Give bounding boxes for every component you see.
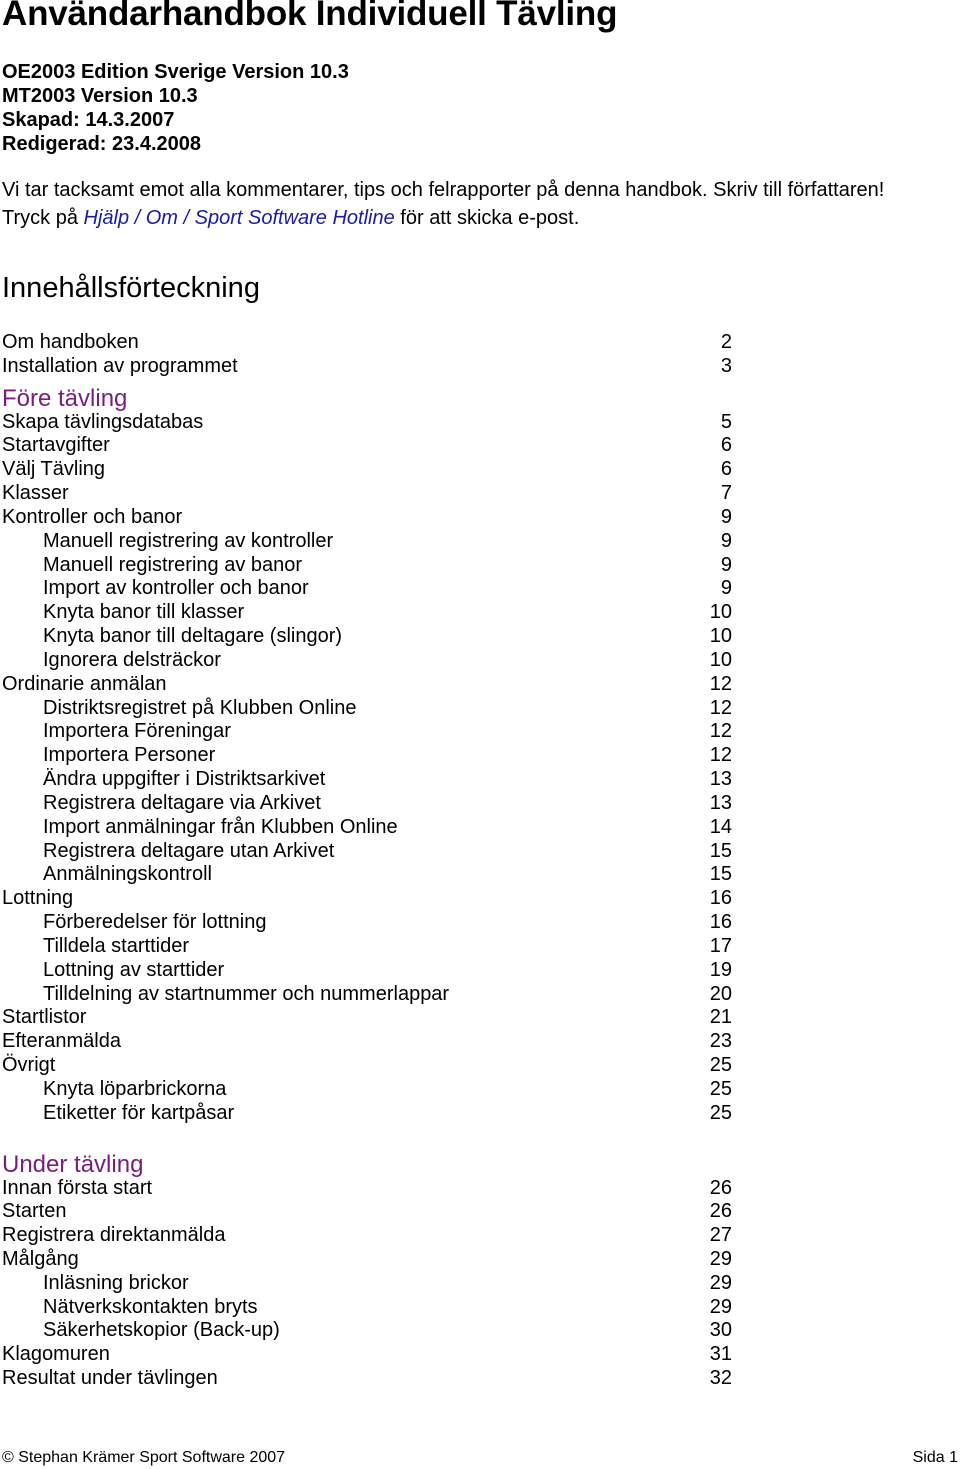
toc-entry-label: Målgång bbox=[2, 1247, 79, 1270]
toc-section-heading[interactable]: Under tävling bbox=[2, 1150, 144, 1178]
toc-entry-label: Manuell registrering av kontroller bbox=[43, 529, 334, 552]
toc-entry-page: 13 bbox=[709, 791, 732, 814]
toc-entry[interactable] bbox=[2, 1054, 738, 1078]
toc-entry[interactable] bbox=[2, 355, 738, 379]
toc-entry-page: 7 bbox=[720, 482, 732, 505]
toc-entry-page: 29 bbox=[709, 1271, 732, 1294]
toc-entry-page: 2 bbox=[720, 331, 732, 353]
toc-entry[interactable] bbox=[2, 1343, 738, 1367]
toc-entry[interactable] bbox=[2, 331, 738, 355]
toc-entry[interactable] bbox=[2, 458, 738, 482]
toc-entry-label: Tilldelning av startnummer och nummerlappar bbox=[43, 982, 450, 1005]
intro-text bbox=[2, 176, 884, 232]
toc-entry-label: Importera Personer bbox=[43, 744, 216, 767]
toc-entry-page: 25 bbox=[709, 1077, 732, 1100]
hotline-sentence bbox=[2, 204, 884, 232]
page-footer bbox=[2, 1447, 958, 1469]
toc-entry-page: 3 bbox=[720, 354, 732, 377]
toc-entry[interactable] bbox=[2, 625, 738, 649]
toc-entry-label: Import anmälningar från Klubben Online bbox=[43, 815, 398, 838]
toc-entry-page: 15 bbox=[709, 839, 732, 862]
toc-entry-page: 9 bbox=[720, 505, 732, 528]
toc-heading: Innehållsförteckning bbox=[2, 272, 260, 304]
toc-entry-page: 29 bbox=[709, 1295, 732, 1318]
toc-entry[interactable] bbox=[2, 863, 738, 887]
toc-entry-page: 13 bbox=[709, 768, 732, 791]
toc-entry[interactable] bbox=[2, 697, 738, 721]
edition-line: OE2003 Edition Sverige Version 10.3 bbox=[2, 61, 349, 83]
toc-entry-page: 19 bbox=[709, 958, 732, 981]
created-date-line: Skapad: 14.3.2007 bbox=[2, 109, 175, 131]
toc-entry-label: Klasser bbox=[2, 482, 69, 505]
toc-entry-label: Distriktsregistret på Klubben Online bbox=[43, 696, 357, 719]
toc-entry[interactable] bbox=[2, 601, 738, 625]
toc-entry[interactable] bbox=[2, 1177, 738, 1201]
toc-entry[interactable] bbox=[2, 1102, 738, 1126]
toc-entry-label: Resultat under tävlingen bbox=[2, 1367, 218, 1390]
toc-entry-label: Skapa tävlingsdatabas bbox=[2, 410, 204, 433]
toc-entry-label: Klagomuren bbox=[2, 1343, 110, 1366]
toc-entry-page: 14 bbox=[709, 815, 732, 838]
toc-entry-label: Knyta löparbrickorna bbox=[43, 1077, 227, 1100]
toc-entry-label: Lottning bbox=[2, 887, 74, 910]
toc-entry[interactable] bbox=[2, 744, 738, 768]
toc-entry-page: 9 bbox=[720, 577, 732, 600]
toc-entry[interactable] bbox=[2, 649, 738, 673]
toc-entry-label: Registrera direktanmälda bbox=[2, 1224, 226, 1247]
hotline-menu-path-link[interactable]: Hjälp / Om / Sport Software Hotline bbox=[83, 207, 395, 229]
toc-entry-page: 12 bbox=[709, 744, 732, 767]
copyright-notice: © Stephan Krämer Sport Software 2007 bbox=[2, 1449, 286, 1466]
toc-entry-page: 9 bbox=[720, 553, 732, 576]
toc-entry-page: 16 bbox=[709, 887, 732, 910]
toc-entry[interactable] bbox=[2, 673, 738, 697]
toc-entry[interactable] bbox=[2, 1078, 738, 1102]
toc-entry-label: Registrera deltagare via Arkivet bbox=[43, 791, 321, 814]
toc-entry-page: 27 bbox=[709, 1224, 732, 1247]
toc-entry[interactable] bbox=[2, 1296, 738, 1320]
version-info bbox=[2, 60, 349, 156]
toc-entry[interactable] bbox=[2, 840, 738, 864]
document-title: Användarhandbok Individuell Tävling bbox=[2, 0, 618, 33]
toc-entry-page: 10 bbox=[709, 625, 732, 648]
toc-entry[interactable] bbox=[2, 983, 738, 1007]
mt-version-line: MT2003 Version 10.3 bbox=[2, 85, 198, 107]
hotline-suffix: för att skicka e-post. bbox=[394, 207, 580, 229]
toc-entry-page: 26 bbox=[709, 1176, 732, 1199]
toc-entry-page: 12 bbox=[709, 672, 732, 695]
toc-entry-page: 32 bbox=[709, 1367, 732, 1390]
toc-entry-label: Knyta banor till deltagare (slingor) bbox=[43, 625, 343, 648]
toc-entry-page: 10 bbox=[709, 601, 732, 624]
toc-entry-page: 25 bbox=[709, 1054, 732, 1077]
toc-entry[interactable] bbox=[2, 1367, 738, 1391]
toc-entry-label: Registrera deltagare utan Arkivet bbox=[43, 839, 335, 862]
toc-entry-label: Importera Föreningar bbox=[43, 720, 231, 743]
toc-entry-label: Tilldela starttider bbox=[43, 934, 189, 957]
toc-entry[interactable] bbox=[2, 1030, 738, 1054]
toc-entry[interactable] bbox=[2, 434, 738, 458]
toc-entry-label: Etiketter för kartpåsar bbox=[43, 1101, 235, 1124]
toc-entry[interactable] bbox=[2, 720, 738, 744]
toc-entry-page: 12 bbox=[709, 720, 732, 743]
toc-entry-label: Installation av programmet bbox=[2, 354, 238, 377]
toc-entry-label: Import av kontroller och banor bbox=[43, 577, 309, 600]
toc-entry-page: 21 bbox=[709, 1006, 732, 1029]
toc-entry[interactable] bbox=[2, 482, 738, 506]
section-spacer bbox=[2, 1126, 738, 1151]
toc-entry[interactable] bbox=[2, 959, 738, 983]
toc-entry-page: 29 bbox=[709, 1247, 732, 1270]
toc-entry-page: 12 bbox=[709, 696, 732, 719]
toc-entry-label: Ordinarie anmälan bbox=[2, 672, 167, 695]
toc-entry-label: Säkerhetskopior (Back-up) bbox=[43, 1319, 280, 1342]
toc-entry-page: 6 bbox=[720, 434, 732, 457]
toc-entry[interactable] bbox=[2, 887, 738, 911]
toc-entry-label: Knyta banor till klasser bbox=[43, 601, 245, 624]
toc-entry-page: 9 bbox=[720, 529, 732, 552]
toc-entry-label: Förberedelser för lottning bbox=[43, 911, 267, 934]
toc-entry-label: Om handboken bbox=[2, 331, 139, 353]
toc-section-heading[interactable]: Före tävling bbox=[2, 384, 128, 412]
toc-entry[interactable] bbox=[2, 768, 738, 792]
toc-entry[interactable] bbox=[2, 1319, 738, 1343]
toc-entry-label: Inläsning brickor bbox=[43, 1271, 189, 1294]
toc-entry-label: Starten bbox=[2, 1200, 67, 1223]
toc-entry-label: Innan första start bbox=[2, 1176, 153, 1199]
toc-entry-page: 15 bbox=[709, 863, 732, 886]
toc-entry-label: Anmälningskontroll bbox=[43, 863, 212, 886]
toc-entry[interactable] bbox=[2, 1248, 738, 1272]
toc-entry[interactable] bbox=[2, 911, 738, 935]
toc-entry-label: Startavgifter bbox=[2, 434, 110, 457]
table-of-contents bbox=[2, 331, 738, 1391]
toc-entry[interactable] bbox=[2, 792, 738, 816]
toc-entry[interactable] bbox=[2, 506, 738, 530]
toc-entry-label: Lottning av starttider bbox=[43, 958, 225, 981]
toc-entry-page: 5 bbox=[720, 410, 732, 433]
toc-entry-page: 20 bbox=[709, 982, 732, 1005]
toc-entry-label: Ändra uppgifter i Distriktsarkivet bbox=[43, 768, 326, 791]
toc-entry-page: 26 bbox=[709, 1200, 732, 1223]
toc-entry[interactable] bbox=[2, 554, 738, 578]
toc-entry-label: Efteranmälda bbox=[2, 1030, 121, 1053]
feedback-sentence: Vi tar tacksamt emot alla kommentarer, tips och felrapporter på denna handbok. Skriv till författaren! bbox=[2, 179, 885, 201]
toc-entry-label: Manuell registrering av banor bbox=[43, 553, 303, 576]
toc-entry-page: 30 bbox=[709, 1319, 732, 1342]
toc-entry[interactable] bbox=[2, 1200, 738, 1224]
toc-entry-label: Övrigt bbox=[2, 1054, 56, 1077]
hotline-prefix: Tryck på bbox=[2, 207, 84, 229]
edited-date-line: Redigerad: 23.4.2008 bbox=[2, 133, 201, 155]
toc-entry-page: 31 bbox=[709, 1343, 732, 1366]
toc-entry-page: 25 bbox=[709, 1101, 732, 1124]
toc-entry[interactable] bbox=[2, 816, 738, 840]
toc-entry[interactable] bbox=[2, 530, 738, 554]
toc-entry[interactable] bbox=[2, 411, 738, 435]
toc-entry[interactable] bbox=[2, 1006, 738, 1030]
toc-entry[interactable] bbox=[2, 1224, 738, 1248]
page-number: Sida 1 bbox=[912, 1449, 958, 1466]
toc-entry[interactable] bbox=[2, 935, 738, 959]
toc-entry-label: Ignorera delsträckor bbox=[43, 648, 221, 671]
toc-entry-page: 17 bbox=[709, 934, 732, 957]
toc-entry-page: 6 bbox=[720, 458, 732, 481]
toc-entry-page: 10 bbox=[709, 648, 732, 671]
toc-entry-label: Nätverkskontakten bryts bbox=[43, 1295, 258, 1318]
toc-entry-label: Startlistor bbox=[2, 1006, 87, 1029]
toc-entry[interactable] bbox=[2, 577, 738, 601]
toc-entry-page: 23 bbox=[709, 1030, 732, 1053]
toc-entry-label: Välj Tävling bbox=[2, 458, 106, 481]
toc-entry-page: 16 bbox=[709, 911, 732, 934]
toc-entry-label: Kontroller och banor bbox=[2, 505, 183, 528]
toc-entry[interactable] bbox=[2, 1272, 738, 1296]
